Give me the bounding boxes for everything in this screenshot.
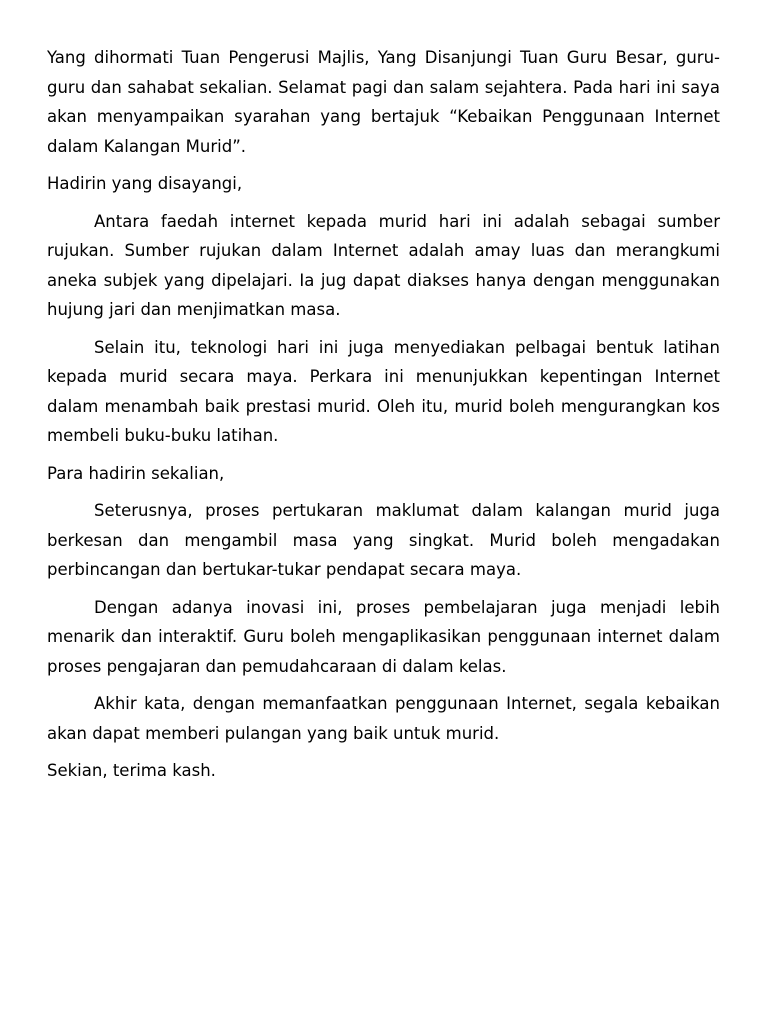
opening-paragraph: Yang dihormati Tuan Pengerusi Majlis, Yang Disanjungi Tuan Guru Besar, guru-guru dan sahabat sekalian. Selamat pagi dan salam sejahtera. Pada hari ini saya akan menyampaikan syarahan yang bertajuk “Kebaikan Penggunaan Internet dalam Kalangan Murid”. xyxy=(47,48,720,156)
body-paragraph: Antara faedah internet kepada murid hari ini adalah sebagai sumber rujukan. Sumber rujukan dalam Internet adalah amay luas dan merangkumi aneka subjek yang dipelajari. Ia jug dapat diakses hanya dengan menggunakan hujung jari dan menjimatkan masa. xyxy=(47,211,720,319)
body-paragraph: Selain itu, teknologi hari ini juga menyediakan pelbagai bentuk latihan kepada murid secara maya. Perkara ini menunjukkan kepentingan Internet dalam menambah baik prestasi murid. Oleh itu, murid boleh mengurangkan kos membeli buku-buku latihan. xyxy=(47,337,720,445)
body-paragraph: Dengan adanya inovasi ini, proses pembelajaran juga menjadi lebih menarik dan interaktif. Guru boleh mengaplikasikan penggunaan internet dalam proses pengajaran dan pemudahcaraan di dalam kelas. xyxy=(47,597,720,676)
sign-off-line: Sekian, terima kash. xyxy=(47,761,216,780)
document-body xyxy=(47,43,720,794)
closing-paragraph: Akhir kata, dengan memanfaatkan penggunaan Internet, segala kebaikan akan dapat memberi pulangan yang baik untuk murid. xyxy=(47,694,720,743)
greeting-line: Para hadirin sekalian, xyxy=(47,463,225,483)
body-paragraph: Seterusnya, proses pertukaran maklumat dalam kalangan murid juga berkesan dan mengambil masa yang singkat. Murid boleh mengadakan perbincangan dan bertukar-tukar pendapat secara maya. xyxy=(47,501,720,579)
greeting-line: Hadirin yang disayangi, xyxy=(47,174,243,193)
